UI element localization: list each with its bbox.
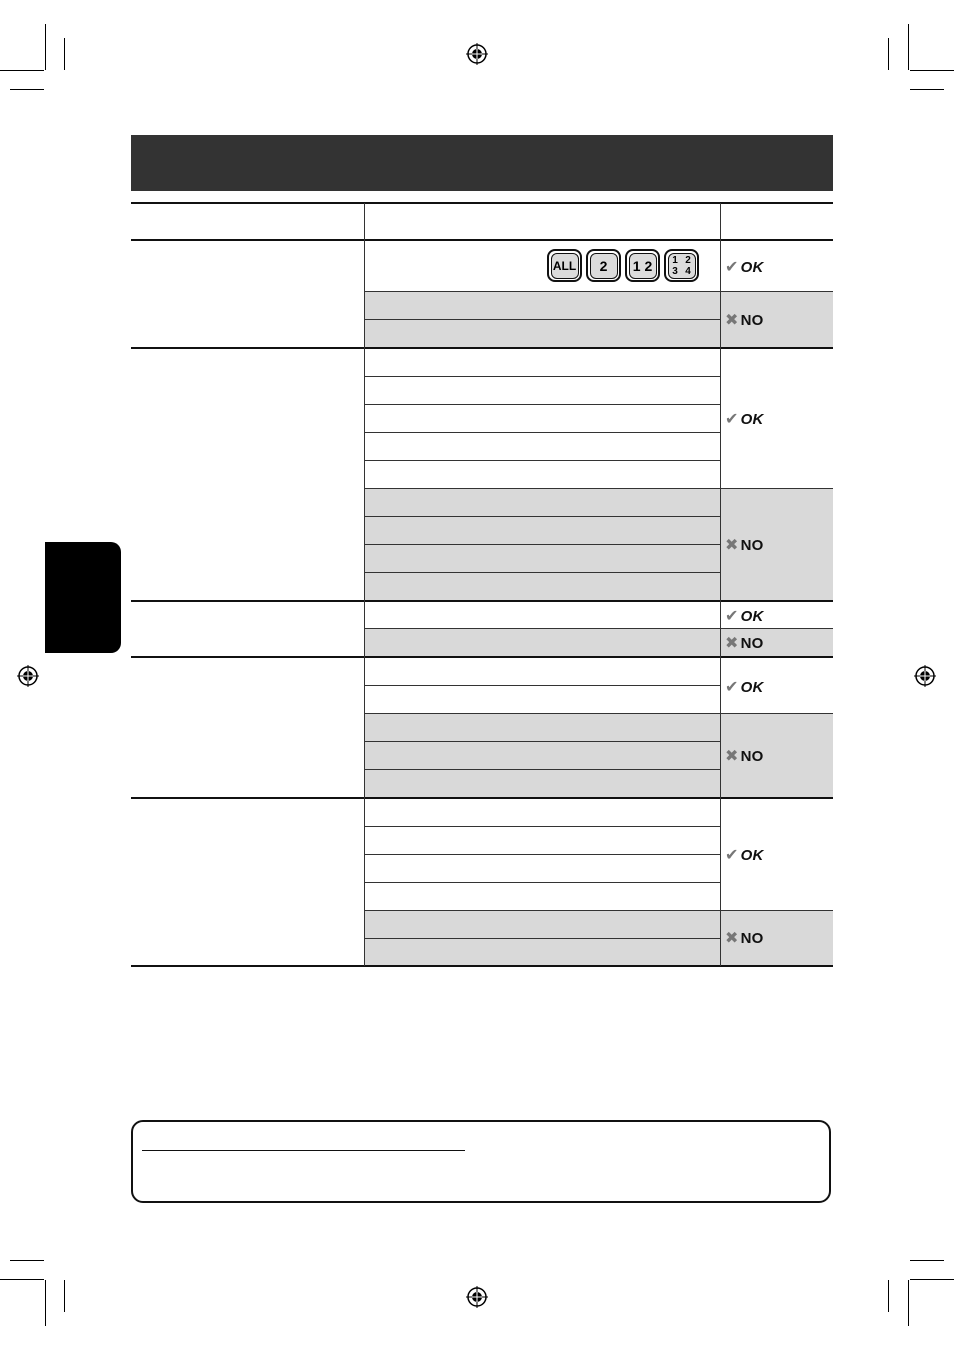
crop-mark — [64, 38, 65, 70]
crop-mark — [45, 24, 46, 70]
no-label: NO — [740, 311, 764, 329]
row-divider — [365, 826, 720, 827]
check-icon: ✔ — [725, 847, 739, 864]
crop-mark — [908, 1280, 909, 1326]
side-tab — [45, 542, 121, 653]
row-divider — [365, 516, 720, 517]
region-1-2-icon — [625, 249, 660, 282]
cross-icon: ✖ — [725, 930, 739, 947]
registration-mark-icon — [17, 665, 39, 687]
ok-label: OK — [740, 410, 764, 428]
status-no — [725, 310, 764, 330]
check-icon: ✔ — [725, 259, 739, 276]
column-divider — [720, 203, 721, 966]
status-ok — [725, 257, 764, 277]
cross-icon: ✖ — [725, 312, 739, 329]
crop-mark — [888, 38, 889, 70]
group-divider — [131, 797, 833, 799]
note-box — [131, 1120, 831, 1203]
crop-mark — [10, 89, 44, 90]
region-quad-1: 1 — [672, 254, 678, 266]
region-quad-4: 4 — [685, 265, 691, 277]
status-ok — [725, 845, 764, 865]
row-divider — [365, 404, 720, 405]
check-icon: ✔ — [725, 411, 739, 428]
row-divider — [365, 376, 720, 377]
row-divider — [365, 572, 720, 573]
registration-mark-icon — [466, 43, 488, 65]
region-2-label: 2 — [590, 253, 618, 279]
crop-mark — [45, 1280, 46, 1326]
table-header-rule — [131, 239, 833, 241]
region-2-icon — [586, 249, 621, 282]
crop-mark — [10, 1260, 44, 1261]
status-no — [725, 928, 764, 948]
row-divider — [365, 488, 833, 489]
row-divider — [365, 291, 833, 292]
group-divider — [131, 656, 833, 658]
row-divider — [365, 713, 833, 714]
region-quad-3: 3 — [672, 265, 678, 277]
row-divider — [365, 544, 720, 545]
ok-label: OK — [740, 846, 764, 864]
region-code-icons — [547, 249, 699, 282]
status-no — [725, 535, 764, 555]
row-divider — [365, 938, 720, 939]
crop-mark — [908, 24, 909, 70]
note-underline — [142, 1150, 465, 1151]
cross-icon: ✖ — [725, 537, 739, 554]
row-divider — [365, 685, 720, 686]
region-all-label: ALL — [551, 253, 579, 279]
table-top-rule — [131, 202, 833, 204]
crop-mark — [910, 1260, 944, 1261]
ok-label: OK — [740, 258, 764, 276]
no-label: NO — [740, 747, 764, 765]
row-divider — [365, 741, 720, 742]
crop-mark — [888, 1280, 889, 1312]
no-label: NO — [740, 634, 764, 652]
status-ok — [725, 409, 764, 429]
registration-mark-icon — [914, 665, 936, 687]
row-divider — [365, 460, 720, 461]
crop-mark — [0, 70, 44, 71]
row-divider — [365, 769, 720, 770]
row-divider — [365, 432, 720, 433]
column-divider — [364, 203, 365, 966]
region-quad-grid — [669, 255, 695, 277]
cross-icon: ✖ — [725, 748, 739, 765]
group-divider — [131, 347, 833, 349]
ok-label: OK — [740, 607, 764, 625]
check-icon: ✔ — [725, 679, 739, 696]
row-divider — [365, 319, 720, 320]
crop-mark — [910, 89, 944, 90]
row-divider — [365, 628, 833, 629]
crop-mark — [910, 70, 954, 71]
row-divider — [365, 882, 720, 883]
status-no — [725, 633, 764, 653]
group-divider — [131, 600, 833, 602]
region-quad-inner — [668, 253, 696, 279]
region-all-icon — [547, 249, 582, 282]
region-1-2-label: 1 2 — [629, 253, 657, 279]
status-no — [725, 746, 764, 766]
row-divider — [365, 910, 833, 911]
crop-mark — [0, 1279, 44, 1280]
crop-mark — [910, 1279, 954, 1280]
crop-mark — [64, 1280, 65, 1312]
cross-icon: ✖ — [725, 635, 739, 652]
table-bottom-rule — [131, 965, 833, 967]
check-icon: ✔ — [725, 608, 739, 625]
no-label: NO — [740, 929, 764, 947]
status-ok — [725, 606, 764, 626]
region-quad-2: 2 — [685, 254, 691, 266]
status-ok — [725, 677, 764, 697]
ok-label: OK — [740, 678, 764, 696]
row-divider — [365, 854, 720, 855]
no-label: NO — [740, 536, 764, 554]
region-1-2-3-4-icon — [664, 249, 699, 282]
header-bar — [131, 135, 833, 191]
registration-mark-icon — [466, 1286, 488, 1308]
